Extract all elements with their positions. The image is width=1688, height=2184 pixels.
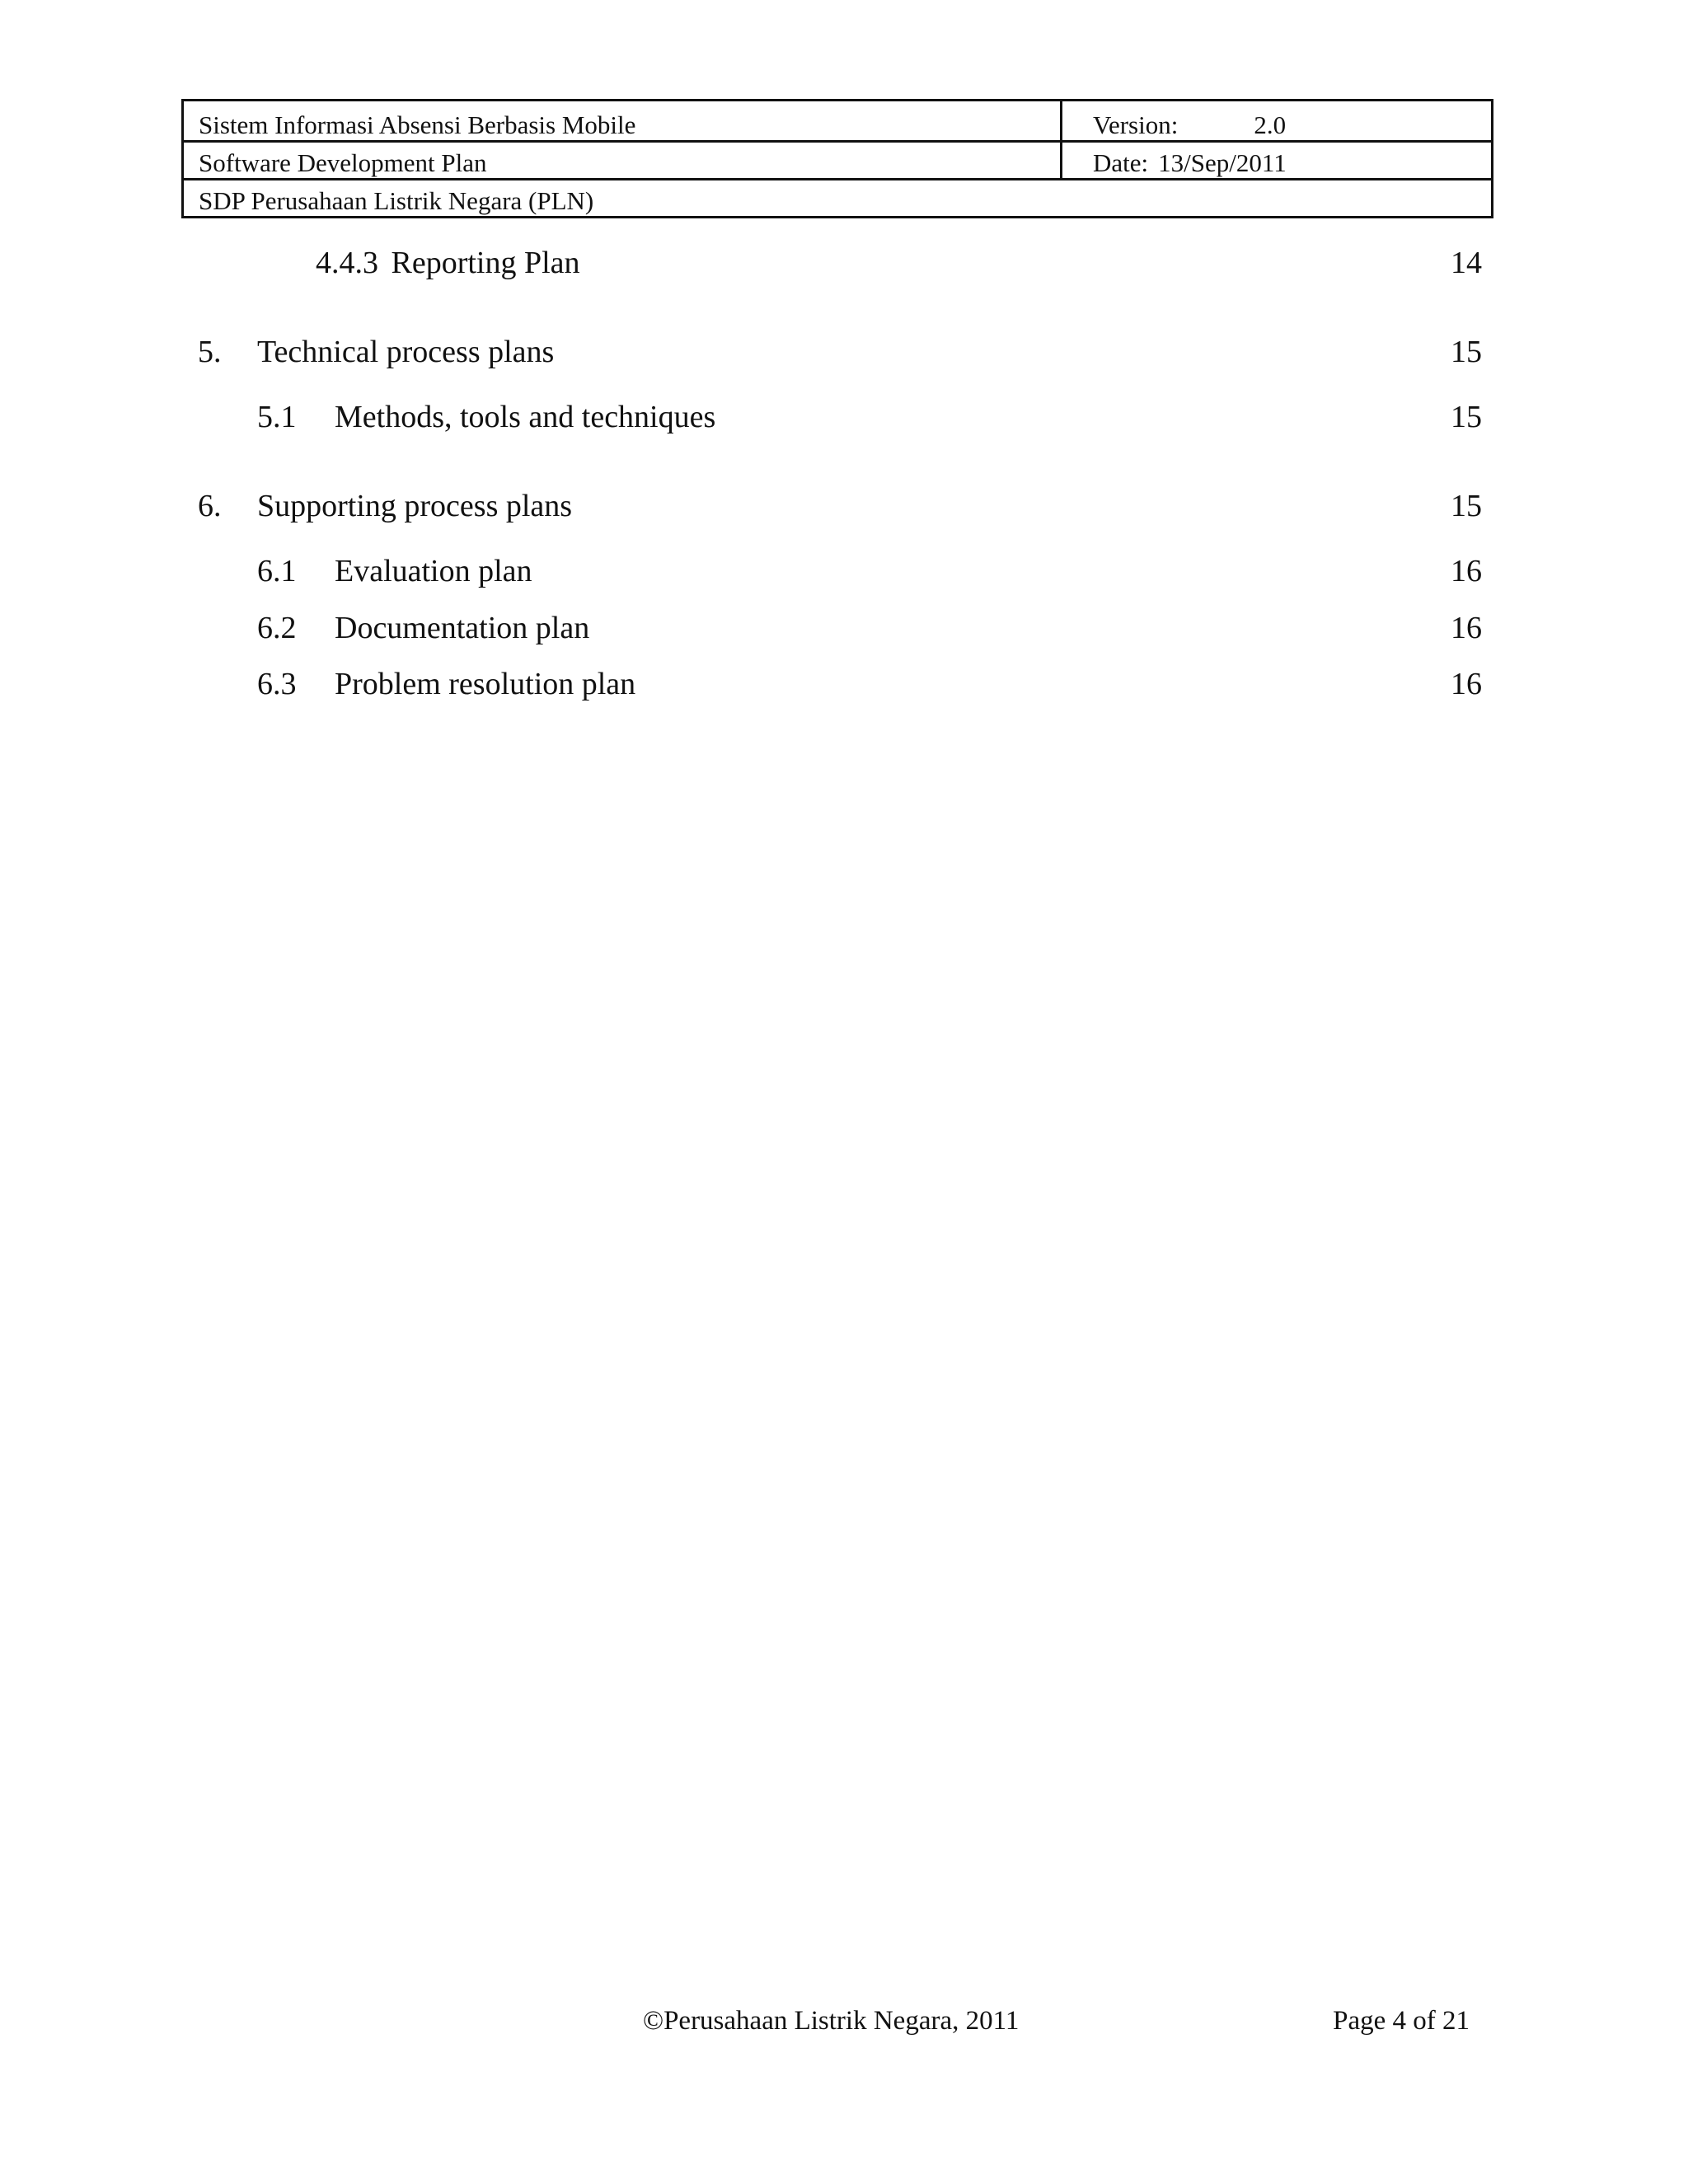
document-header-table — [181, 99, 1493, 218]
toc-entry-number: 6.3 — [257, 667, 297, 701]
toc-entry-number: 5.1 — [257, 400, 297, 434]
footer-page-indicator: Page 4 of 21 — [1333, 2006, 1470, 2036]
date-label: Date: — [1093, 148, 1149, 177]
toc-entry-page: 16 — [1451, 554, 1482, 588]
toc-entry[interactable] — [257, 612, 589, 644]
date-value: 13/Sep/2011 — [1158, 148, 1287, 177]
toc-entry-page: 15 — [1451, 335, 1482, 369]
version-cell — [1062, 101, 1493, 142]
project-title: Sistem Informasi Absensi Berbasis Mobile — [199, 110, 636, 139]
toc-entry[interactable] — [257, 668, 635, 700]
toc-entry-page: 14 — [1451, 246, 1482, 280]
toc-entry[interactable] — [316, 247, 580, 279]
document-type-cell — [183, 142, 1062, 180]
toc-entry[interactable] — [257, 401, 715, 433]
footer-copyright: ©Perusahaan Listrik Negara, 2011 — [643, 2006, 1020, 2036]
document-subtitle-cell — [183, 180, 1493, 218]
toc-entry-title: Supporting process plans — [257, 489, 573, 523]
toc-entry[interactable] — [257, 555, 532, 587]
version-label: Version: — [1093, 110, 1179, 139]
toc-entry-page: 16 — [1451, 611, 1482, 645]
toc-entry-title: Reporting Plan — [391, 246, 580, 280]
date-cell — [1062, 142, 1493, 180]
toc-entry-number: 5. — [198, 335, 222, 369]
toc-entry-number: 6.2 — [257, 611, 297, 645]
toc-entry[interactable] — [198, 336, 554, 368]
toc-entry-page: 15 — [1451, 400, 1482, 434]
toc-entry-title: Documentation plan — [335, 611, 590, 645]
toc-entry-title: Methods, tools and techniques — [335, 400, 716, 434]
toc-entry-number: 6. — [198, 489, 222, 523]
document-type: Software Development Plan — [199, 148, 487, 177]
toc-entry-title: Evaluation plan — [335, 554, 532, 588]
toc-entry-number: 4.4.3 — [316, 246, 378, 280]
toc-entry-title: Technical process plans — [257, 335, 555, 369]
project-title-cell — [183, 101, 1062, 142]
toc-entry-number: 6.1 — [257, 554, 297, 588]
document-subtitle: SDP Perusahaan Listrik Negara (PLN) — [199, 186, 594, 215]
toc-entry-title: Problem resolution plan — [335, 667, 636, 701]
toc-entry[interactable] — [198, 490, 572, 522]
toc-entry-page: 15 — [1451, 489, 1482, 523]
toc-entry-page: 16 — [1451, 667, 1482, 701]
version-value: 2.0 — [1254, 110, 1287, 139]
